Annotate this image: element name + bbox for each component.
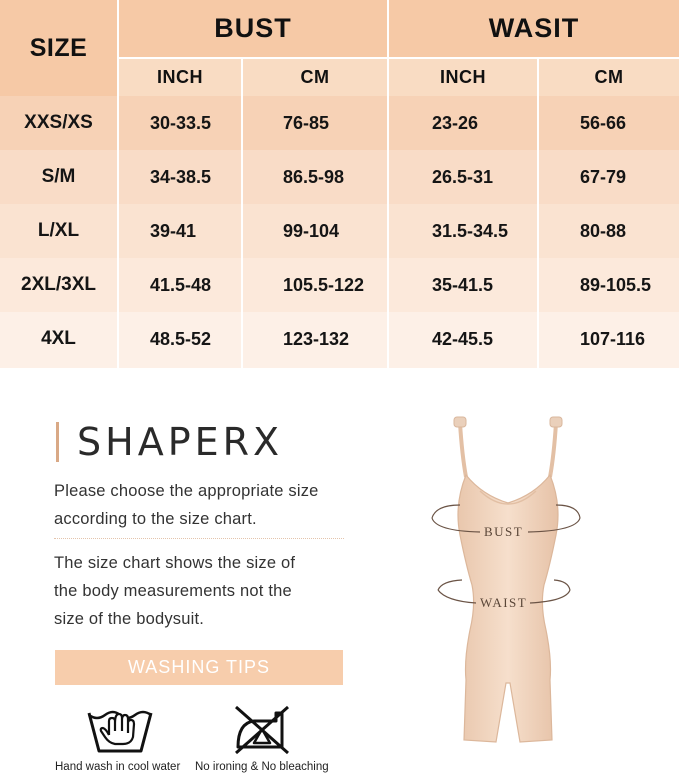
size-cell: L/XL bbox=[37, 220, 80, 241]
size-column-header: SIZE bbox=[0, 0, 117, 96]
bust-group-header: BUST bbox=[119, 0, 387, 57]
logo-accent-bar bbox=[56, 422, 59, 462]
waist-cm-cell: 56-66 bbox=[580, 112, 627, 133]
table-row bbox=[0, 204, 679, 258]
waist-cm-cell: 107-116 bbox=[580, 328, 646, 349]
size-cell: 4XL bbox=[41, 328, 76, 349]
instruction-line: according to the size chart. bbox=[54, 510, 257, 528]
table-divider bbox=[117, 0, 119, 368]
divider bbox=[54, 538, 344, 539]
bust-inch-cell: 34-38.5 bbox=[150, 166, 212, 187]
hand-wash-icon bbox=[85, 703, 155, 755]
table-divider bbox=[241, 57, 243, 368]
instruction-line: Please choose the appropriate size bbox=[54, 482, 319, 500]
washing-tips-banner: WASHING TIPS bbox=[55, 650, 343, 685]
waist-inch-cell: 26.5-31 bbox=[432, 166, 494, 187]
size-cell: 2XL/3XL bbox=[21, 274, 96, 295]
brand-logo bbox=[56, 420, 283, 464]
bust-cm-cell: 123-132 bbox=[283, 328, 350, 349]
table-divider bbox=[537, 57, 539, 368]
bust-cm-cell: 105.5-122 bbox=[283, 274, 365, 295]
bust-inch-cell: 39-41 bbox=[150, 220, 197, 241]
bust-cm-cell: 86.5-98 bbox=[283, 166, 345, 187]
size-note-text bbox=[54, 549, 354, 633]
waist-cm-header: CM bbox=[539, 59, 679, 96]
table-row bbox=[0, 258, 679, 312]
waist-inch-cell: 42-45.5 bbox=[432, 328, 494, 349]
waist-inch-cell: 23-26 bbox=[432, 112, 479, 133]
waist-cm-cell: 89-105.5 bbox=[580, 274, 652, 295]
bust-cm-cell: 76-85 bbox=[283, 112, 330, 133]
note-line: the body measurements not the bbox=[54, 582, 292, 600]
hand-wash-label: Hand wash in cool water bbox=[55, 761, 181, 773]
table-row bbox=[0, 312, 679, 368]
size-chart-table bbox=[0, 0, 679, 368]
bust-inch-cell: 48.5-52 bbox=[150, 328, 212, 349]
bodysuit-image bbox=[420, 405, 590, 750]
waist-inch-cell: 31.5-34.5 bbox=[432, 220, 509, 241]
bust-inch-cell: 41.5-48 bbox=[150, 274, 212, 295]
no-iron-label: No ironing & No bleaching bbox=[195, 761, 329, 773]
bust-cm-cell: 99-104 bbox=[283, 220, 340, 241]
bust-inch-cell: 30-33.5 bbox=[150, 112, 212, 133]
brand-name: SHAPERX bbox=[77, 420, 284, 464]
table-divider bbox=[117, 57, 679, 59]
bodysuit-illustration bbox=[420, 405, 590, 750]
bust-cm-header: CM bbox=[243, 59, 387, 96]
table-divider bbox=[387, 0, 389, 368]
note-line: The size chart shows the size of bbox=[54, 554, 296, 572]
size-cell: XXS/XS bbox=[24, 112, 93, 133]
size-instruction-text bbox=[54, 477, 354, 533]
waist-inch-header: INCH bbox=[389, 59, 537, 96]
bust-inch-header: INCH bbox=[119, 59, 241, 96]
waist-cm-cell: 80-88 bbox=[580, 220, 627, 241]
table-row bbox=[0, 96, 679, 150]
waist-inch-cell: 35-41.5 bbox=[432, 274, 494, 295]
waist-measure-label: WAIST bbox=[480, 595, 528, 610]
size-cell: S/M bbox=[41, 166, 76, 187]
waist-cm-cell: 67-79 bbox=[580, 166, 627, 187]
bust-measure-label: BUST bbox=[484, 524, 524, 539]
table-row bbox=[0, 150, 679, 204]
note-line: size of the bodysuit. bbox=[54, 610, 205, 628]
waist-group-header: WASIT bbox=[389, 0, 679, 57]
no-iron-no-bleach-icon bbox=[232, 703, 292, 755]
